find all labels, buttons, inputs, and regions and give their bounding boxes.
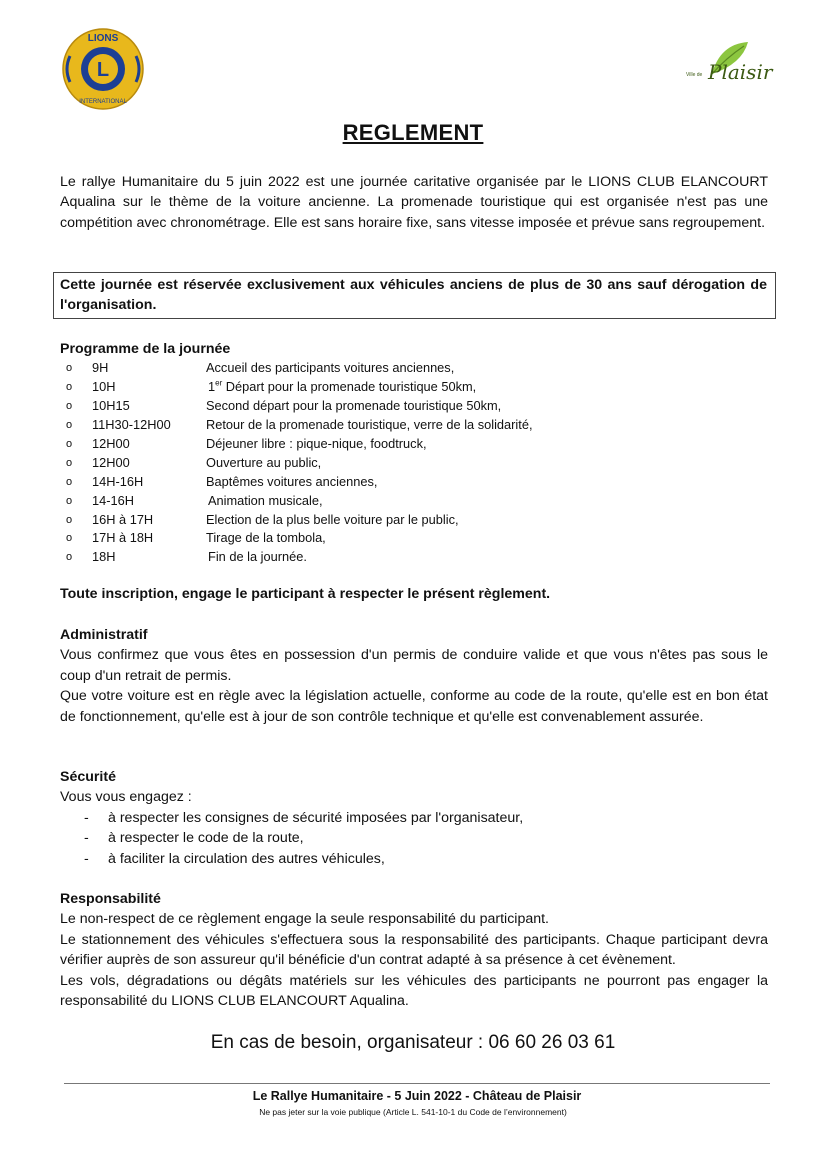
securite-section	[60, 767, 768, 869]
programme-time: 12H00	[92, 435, 130, 451]
plaisir-logo	[686, 38, 772, 108]
programme-time: 18H	[92, 549, 116, 565]
programme-item	[60, 529, 768, 548]
plaisir-logo-small-text: Ville de	[686, 72, 703, 78]
programme-item	[60, 359, 768, 378]
administratif-paragraph: Vous confirmez que vous êtes en possession d'un permis de conduire valide et que vous n'êtes pas sous le coup d'un retrait de permis.	[60, 647, 768, 684]
programme-time: 17H à 18H	[92, 530, 154, 546]
programme-title: Programme de la journée	[60, 341, 231, 357]
lions-logo-letter: L	[96, 59, 110, 81]
list-item: - à faciliter la circulation des autres véhicules,	[84, 850, 385, 867]
circle-bullet-icon: o	[66, 437, 73, 450]
programme-desc: Baptêmes voitures anciennes,	[206, 473, 378, 489]
reserved-notice-box: Cette journée est réservée exclusivement aux véhicules anciens de plus de 30 ans sauf dérogation de l'organisation.	[53, 272, 776, 319]
list-item: - à respecter le code de la route,	[84, 830, 304, 847]
lions-logo-top-text: LIONS	[87, 33, 119, 44]
programme-time: 12H00	[92, 454, 130, 470]
circle-bullet-icon: o	[66, 475, 73, 488]
programme-desc: Second départ pour la promenade touristique 50km,	[206, 398, 502, 414]
circle-bullet-icon: o	[66, 513, 73, 526]
programme-item	[60, 548, 768, 567]
programme-item	[60, 435, 768, 454]
programme-desc: Retour de la promenade touristique, verre de la solidarité,	[206, 417, 533, 433]
footer-note: Ne pas jeter sur la voie publique (Article L. 541-10-1 du Code de l’environnement)	[259, 1107, 567, 1117]
programme-section	[60, 339, 768, 567]
responsabilite-paragraph: Le stationnement des véhicules s'effectuera sous la responsabilité des participants. Chaque participant devra vérifier auprès de son assureur qu'il bénéficie d'un contrat adapté à sa présence à cet évènement.	[60, 931, 768, 969]
circle-bullet-icon: o	[66, 381, 73, 394]
programme-time: 9H	[92, 360, 109, 376]
contact-line: En cas de besoin, organisateur : 06 60 26 03 61	[210, 1032, 616, 1053]
programme-item	[60, 416, 768, 435]
programme-item	[60, 492, 768, 511]
securite-list	[60, 808, 768, 869]
programme-desc: Déjeuner libre : pique-nique, foodtruck,	[206, 435, 427, 451]
programme-time: 14H-16H	[92, 473, 144, 489]
responsabilite-section	[60, 889, 768, 1011]
programme-time: 14-16H	[92, 492, 134, 508]
list-item: - à respecter les consignes de sécurité imposées par l'organisateur,	[84, 809, 524, 826]
administratif-section	[60, 625, 768, 727]
administratif-title: Administratif	[60, 627, 148, 643]
circle-bullet-icon: o	[66, 532, 73, 545]
footer-divider	[64, 1083, 770, 1084]
programme-list	[60, 359, 768, 567]
lions-logo	[60, 26, 146, 112]
programme-item	[60, 454, 768, 473]
intro-paragraph: Le rallye Humanitaire du 5 juin 2022 est une journée caritative organisée par le LIONS CLUB ELANCOURT Aqualina sur le thème de la voiture ancienne. La promenade touristique qui est organisée n'est pas une compétition avec chronométrage. Elle est sans horaire fixe, sans vitesse imposée et prévue sans regroupement.	[60, 174, 768, 231]
programme-item	[60, 397, 768, 416]
circle-bullet-icon: o	[66, 419, 73, 432]
inscription-notice: Toute inscription, engage le participant à respecter le présent règlement.	[60, 586, 551, 602]
securite-lead: Vous vous engagez :	[60, 789, 192, 806]
responsabilite-paragraph: Les vols, dégradations ou dégâts matériels sur les véhicules des participants ne pourront pas engager la responsabilité du LIONS CLUB ELANCOURT Aqualina.	[60, 972, 768, 1010]
programme-item	[60, 378, 768, 397]
responsabilite-title: Responsabilité	[60, 891, 161, 907]
programme-desc: Fin de la journée.	[208, 549, 307, 565]
securite-title: Sécurité	[60, 769, 116, 785]
programme-time: 11H30-12H00	[92, 417, 171, 433]
circle-bullet-icon: o	[66, 551, 73, 564]
page-title: REGLEMENT	[342, 120, 484, 145]
circle-bullet-icon: o	[66, 456, 73, 469]
programme-item	[60, 511, 768, 530]
circle-bullet-icon: o	[66, 400, 73, 413]
programme-desc: Election de la plus belle voiture par le public,	[206, 511, 459, 527]
programme-time: 16H à 17H	[92, 511, 154, 527]
programme-desc: Animation musicale,	[208, 492, 323, 508]
lions-logo-bottom-text: INTERNATIONAL	[79, 99, 127, 105]
programme-time: 10H	[92, 379, 116, 395]
programme-desc: Accueil des participants voitures anciennes,	[206, 360, 455, 376]
administratif-paragraph: Que votre voiture est en règle avec la législation actuelle, conforme au code de la route, qu'elle est en bon état de fonctionnement, qu'elle est à jour de son contrôle technique et qu'elle est convenablement assurée.	[60, 688, 768, 725]
footer-title: Le Rallye Humanitaire - 5 Juin 2022 - Château de Plaisir	[252, 1089, 582, 1103]
responsabilite-paragraph: Le non-respect de ce règlement engage la seule responsabilité du participant.	[60, 911, 549, 928]
plaisir-logo-word: Plaisir	[708, 60, 773, 84]
programme-desc: Ouverture au public,	[206, 454, 322, 470]
programme-item	[60, 473, 768, 492]
circle-bullet-icon: o	[66, 362, 73, 375]
programme-time: 10H15	[92, 398, 130, 414]
programme-desc: Tirage de la tombola,	[206, 530, 326, 546]
circle-bullet-icon: o	[66, 494, 73, 507]
programme-desc: 1er Départ pour la promenade touristique 50km,	[208, 379, 477, 395]
